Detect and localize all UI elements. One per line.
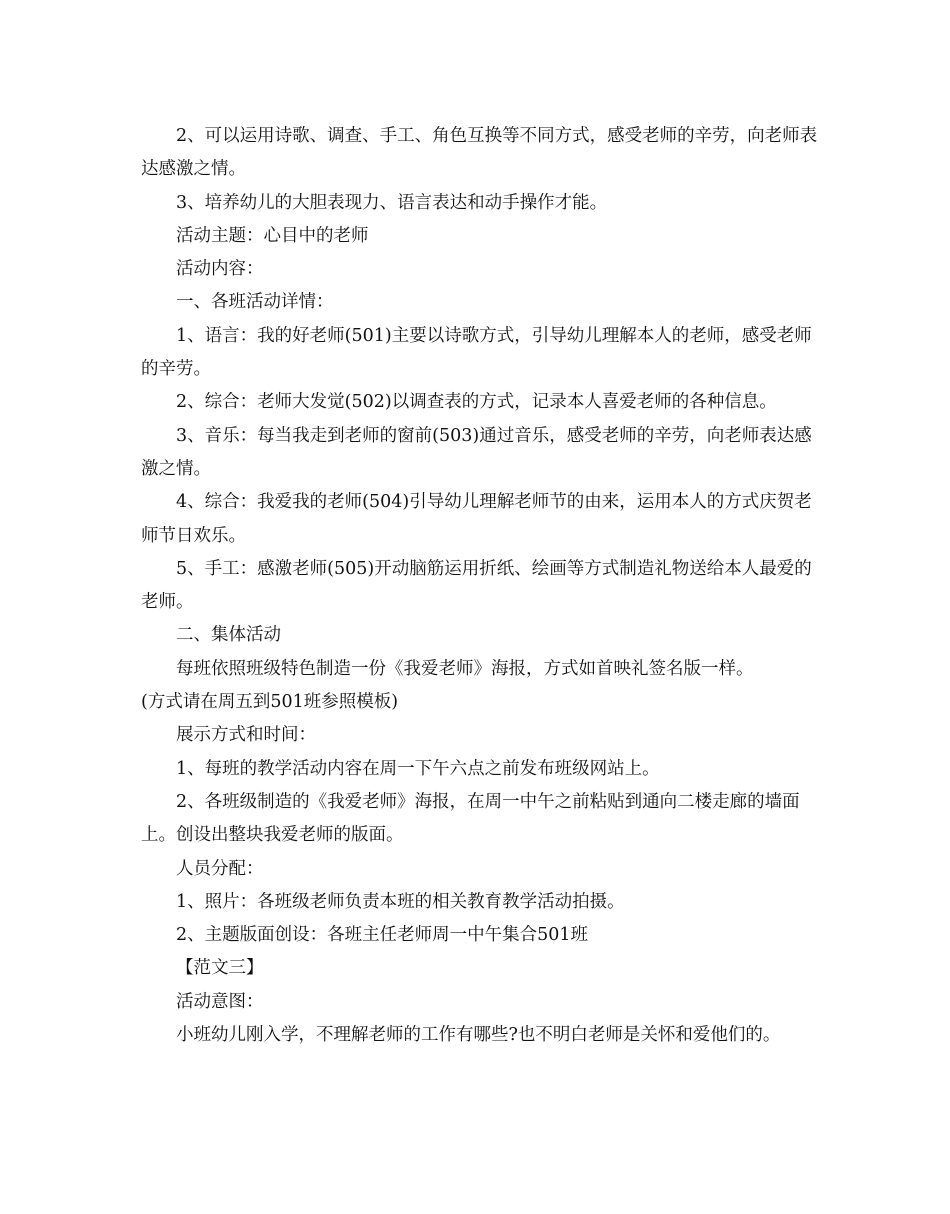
- paragraph-group-activity-heading: 二、集体活动: [176, 625, 281, 646]
- paragraph-display-heading: 展示方式和时间：: [176, 725, 316, 746]
- paragraph-goal-2: 2、可以运用诗歌、调查、手工、角色互换等不同方式，感受老师的辛劳，向老师表达感激之情。: [141, 126, 818, 180]
- paragraph-staff-heading: 人员分配：: [176, 858, 264, 879]
- paragraph-class-activity-4: 4、综合：我爱我的老师(504)引导幼儿理解老师节的由来，运用本人的方式庆贺老师节日欢乐。: [141, 492, 812, 546]
- paragraph-class-activity-1: 1、语言：我的好老师(501)主要以诗歌方式，引导幼儿理解本人的老师，感受老师的辛劳。: [141, 325, 812, 380]
- paragraph-goal-3: 3、培养幼儿的大胆表现力、语言表达和动手操作才能。: [176, 192, 608, 213]
- paragraph-activity-theme: 活动主题：心目中的老师: [176, 225, 369, 246]
- paragraph-staff-2: 2、主题版面创设：各班主任老师周一中午集合501班: [176, 925, 589, 946]
- paragraph-class-activities-heading: 一、各班活动详情：: [176, 292, 334, 313]
- paragraph-activity-content-heading: 活动内容：: [176, 259, 264, 280]
- paragraph-class-activity-3: 3、音乐：每当我走到老师的窗前(503)通过音乐，感受老师的辛劳，向老师表达感激之情。: [141, 425, 812, 479]
- paragraph-class-activity-2: 2、综合：老师大发觉(502)以调查表的方式，记录本人喜爱老师的各种信息。: [176, 392, 777, 413]
- paragraph-display-1: 1、每班的教学活动内容在周一下午六点之前发布班级网站上。: [176, 758, 660, 779]
- paragraph-activity-intent-body: 小班幼儿刚入学，不理解老师的工作有哪些?也不明白老师是关怀和爱他们的。: [176, 1025, 781, 1046]
- document-body: [141, 120, 821, 1052]
- paragraph-group-activity-body: 每班依照班级特色制造一份《我爱老师》海报，方式如首映礼签名版一样。: [176, 658, 754, 679]
- paragraph-sample-three-heading: 【范文三】: [176, 958, 264, 979]
- paragraph-activity-intent-heading: 活动意图：: [176, 991, 264, 1012]
- paragraph-display-2: 2、各班级制造的《我爱老师》海报，在周一中午之前粘贴到通向二楼走廊的墙面上。创设出整块我爱老师的版面。: [141, 791, 800, 846]
- paragraph-template-note: (方式请在周五到501班参照模板): [141, 692, 399, 713]
- paragraph-staff-1: 1、照片：各班级老师负责本班的相关教育教学活动拍摄。: [176, 891, 625, 912]
- paragraph-class-activity-5: 5、手工：感激老师(505)开动脑筋运用折纸、绘画等方式制造礼物送给本人最爱的老师。: [141, 558, 812, 613]
